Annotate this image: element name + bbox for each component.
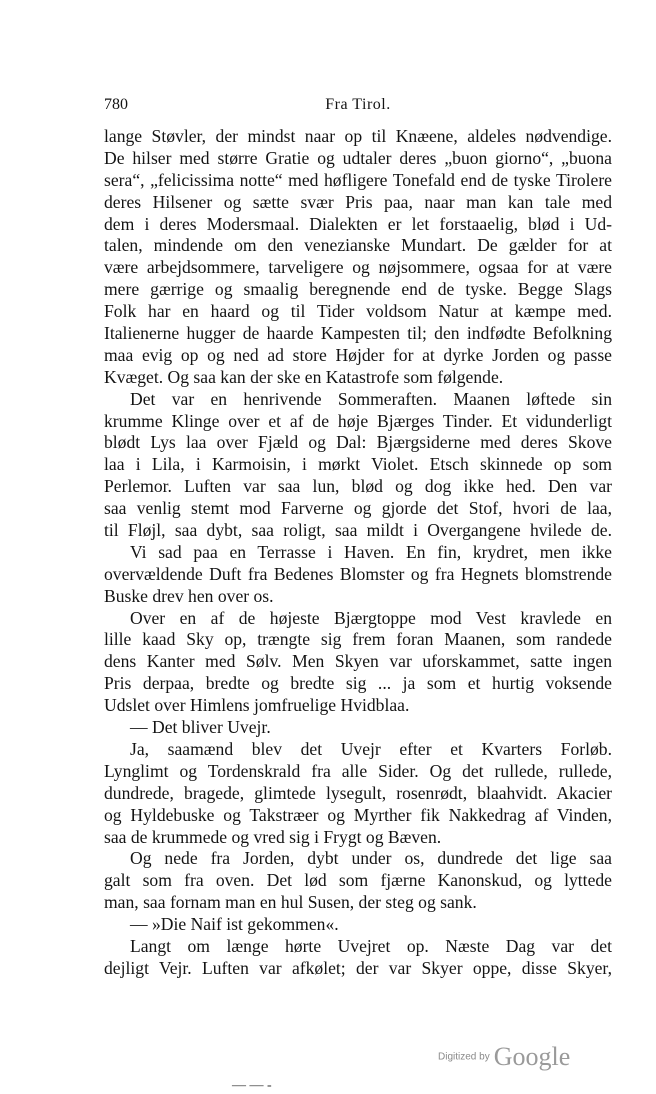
paragraph: [104, 936, 612, 980]
text-line: Buske drev hen over os.: [104, 585, 274, 606]
text-line: — Det bliver Uvejr.: [130, 717, 271, 738]
text-line: og Hyldebuske og Takstræer og Myrther fik Nakkedrag af Vinden,: [104, 804, 612, 825]
text-line: galt som fra oven. Det lød som fjærne Kanonskud, og lyttede: [104, 870, 612, 891]
text-line: Det var en henrivende Sommeraften. Maanen løftede sin: [130, 388, 612, 409]
text-line: mere gærrige og smaalig beregnende end de tyske. Begge Slags: [104, 279, 612, 300]
text-line: saa venlig stemt mod Farverne og gjorde det Stof, hvori de laa,: [104, 498, 612, 519]
text-line: være arbejdsommere, tarveligere og nøjsommere, ogsaa for at være: [104, 257, 612, 278]
text-line: Vi sad paa en Terrasse i Haven. En fin, krydret, men ikke: [130, 541, 612, 562]
paragraph: [104, 542, 612, 608]
text-line: saa de krummede og vred sig i Frygt og Bæven.: [104, 826, 442, 847]
paragraph: [104, 608, 612, 717]
text-line: Udslet over Himlens jomfruelige Hvidblaa.: [104, 695, 410, 716]
text-line: dem i deres Modersmaal. Dialekten er let forstaaelig, blød i Ud-: [104, 213, 612, 234]
text-line: Ja, saamænd blev det Uvejr efter et Kvarters Forløb.: [130, 738, 612, 759]
digitized-label: Digitized by: [438, 1051, 490, 1063]
text-line: De hilser med større Gratie og udtaler deres „buon giorno“, „buona: [104, 147, 612, 168]
text-line: man, saa fornam man en hul Susen, der steg og sank.: [104, 892, 477, 913]
running-title: Fra Tirol.: [325, 96, 391, 113]
paragraph: [104, 126, 612, 389]
text-line: Italienerne hugger de haarde Kampesten til; den indfødte Befolkning: [104, 323, 612, 344]
paragraph: [104, 739, 612, 848]
text-line: overvældende Duft fra Bedenes Blomster og fra Hegnets blomstrende: [104, 563, 612, 584]
text-line: dejligt Vejr. Luften var afkølet; der var Skyer oppe, disse Skyer,: [104, 957, 612, 978]
text-line: blødt Lys laa over Fjæld og Dal: Bjærgsiderne med deres Skove: [104, 432, 612, 453]
running-head: [104, 96, 612, 120]
text-line: — »Die Naif ist gekommen«.: [130, 914, 339, 935]
text-line: Pris derpaa, bredte og bredte sig ... ja som et hurtig voksende: [104, 673, 612, 694]
text-line: deres Hilsener og sætte svær Pris paa, naar man kan tale med: [104, 191, 612, 212]
text-line: Og nede fra Jorden, dybt under os, dundrede det lige saa: [130, 848, 612, 869]
text-line: maa evig op og ned ad store Højder for at dyrke Jorden og passe: [104, 344, 612, 365]
text-line: Lynglimt og Tordenskrald fra alle Sider. Og det rullede, rullede,: [104, 760, 612, 781]
text-line: dundrede, bragede, glimtede lysegult, rosenrødt, blaahvidt. Akacier: [104, 782, 612, 803]
text-line: Folk har en haard og til Tider voldsom Natur at kæmpe med.: [104, 301, 612, 322]
text-line: dens Kanter med Sølv. Men Skyen var uforskammet, satte ingen: [104, 651, 612, 672]
text-line: sera“, „felicissima notte“ med høfligere Tonefald end de tyske Tirolere: [104, 169, 612, 190]
text-line: Langt om længe hørte Uvejret op. Næste Dag var det: [130, 935, 612, 956]
text-line: krumme Klinge over et af de høje Bjærges Tinder. Et vidunderligt: [104, 410, 612, 431]
text-line: lange Støvler, der mindst naar op til Knæene, aldeles nødvendige.: [104, 126, 612, 146]
digitized-watermark: [438, 1042, 570, 1072]
page-foot-marks: — — -: [232, 1078, 272, 1093]
text-line: til Fløjl, saa dybt, saa roligt, saa mildt i Overgangene hvilede de.: [104, 520, 612, 541]
paragraph: [104, 717, 612, 739]
body-text: [104, 126, 612, 980]
text-line: Kvæget. Og saa kan der ske en Katastrofe som følgende.: [104, 366, 504, 387]
text-line: laa i Lila, i Karmoisin, i mørkt Violet. Etsch skinnede op som: [104, 454, 612, 475]
text-line: Over en af de højeste Bjærgtoppe mod Vest kravlede en: [130, 607, 612, 628]
page-number: 780: [104, 96, 128, 113]
text-line: Perlemor. Luften var saa lun, blød og dog ikke hed. Den var: [104, 476, 612, 497]
paragraph: [104, 914, 612, 936]
paragraph: [104, 848, 612, 914]
paragraph: [104, 389, 612, 542]
text-line: talen, mindende om den venezianske Mundart. De gælder for at: [104, 235, 612, 256]
text-line: lille kaad Sky op, trængte sig frem foran Maanen, som randede: [104, 629, 612, 650]
google-logo: Google: [493, 1042, 571, 1071]
